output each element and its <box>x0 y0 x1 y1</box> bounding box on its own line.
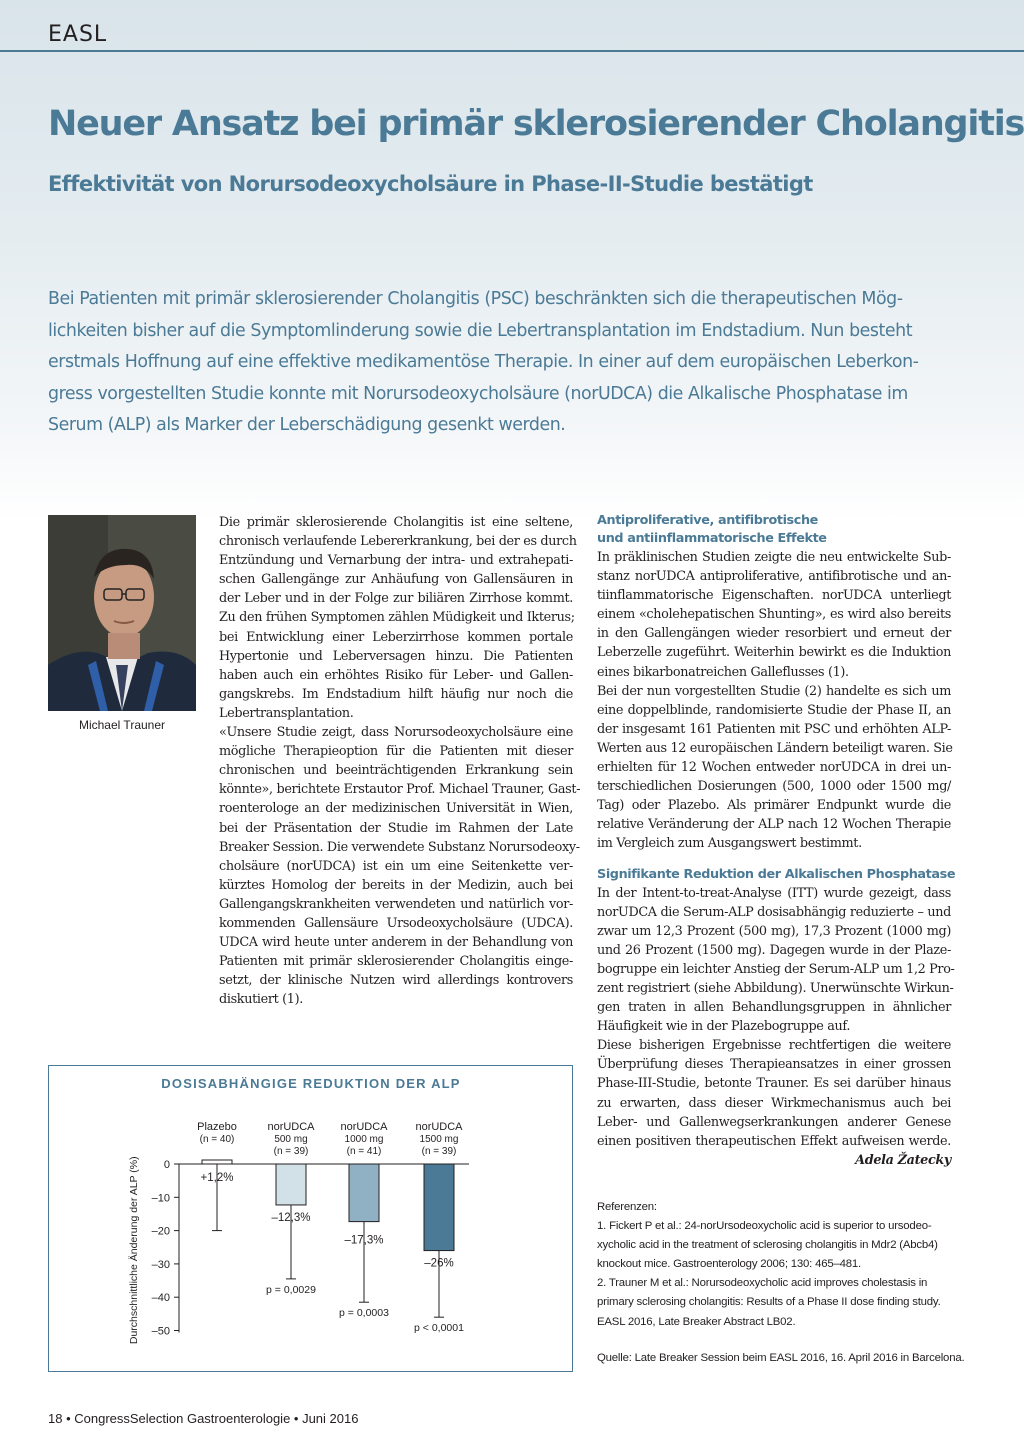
section-divider <box>0 50 1024 52</box>
body-line: UDCA wird heute unter anderem in der Behandlung von <box>219 935 573 951</box>
references-title: Referenzen: <box>597 1201 657 1213</box>
lead-line: Serum (ALP) als Marker der Leberschädigung gesenkt werden. <box>48 415 566 435</box>
body-column-2 <box>597 512 956 1170</box>
body-line: kürztes Homolog der bereits in der Medizin, auch bei <box>219 877 573 893</box>
lead-line: erstmals Hoffnung auf eine effektive medikamentöse Therapie. In einer auf dem europäischen Leberkon- <box>48 352 919 372</box>
chart-title: DOSISABHÄNGIGE REDUKTION DER ALP <box>161 1076 461 1091</box>
body-line: Leber- und Gallenwegserkrankungen anderer Genese <box>597 1114 951 1130</box>
alp-bar-chart <box>49 1066 574 1373</box>
body-line: «Unsere Studie zeigt, dass Norursodeoxycholsäure eine <box>219 725 573 741</box>
category-label: (n = 40) <box>199 1134 235 1145</box>
body-line: einen positiven therapeutischen Effekt aufweisen werde. <box>597 1133 951 1149</box>
photo-caption: Michael Trauner <box>78 718 166 732</box>
body-line: zwar um 12,3 Prozent (500 mg), 17,3 Prozent (1000 mg) <box>597 923 951 939</box>
category-label: (n = 41) <box>346 1146 382 1157</box>
reference-line: 1. Fickert P et al.: 24-norUrsodeoxycholic acid is superior to ursodeo- <box>597 1220 932 1233</box>
article-author: Adela Žatecky <box>855 1152 951 1168</box>
body-line: Bei der nun vorgestellten Studie (2) handelte es sich um <box>597 683 951 699</box>
body-line: Werten aus 12 europäischen Ländern beteiligt waren. Sie <box>597 740 953 756</box>
category-label: (n = 39) <box>421 1146 457 1157</box>
body-line: haben auch ein erhöhtes Risiko für Leber- und Gallen- <box>219 667 573 683</box>
category-label: 1000 mg <box>344 1134 384 1145</box>
body-line: bei Entwicklung einer Leberzirrhose kommen portale <box>219 629 573 645</box>
y-tick-label: –20 <box>151 1225 170 1238</box>
body-line: bogruppe ein leichter Anstieg der Serum-ALP um 1,2 Pro- <box>597 961 955 977</box>
data-label: –26% <box>424 1257 454 1270</box>
y-tick-label: –50 <box>151 1325 170 1338</box>
bar <box>276 1164 306 1205</box>
page-footer: 18 • CongressSelection Gastroenterologie • Juni 2016 <box>48 1411 359 1426</box>
article-subtitle: Effektivität von Norursodeoxycholsäure in Phase-II-Studie bestätigt <box>48 172 813 196</box>
body-line: Tag) oder Plazebo. Als primärer Endpunkt wurde die <box>597 798 951 814</box>
body-line: gangskrebs. Im Endstadium hilft häufig nur noch die <box>219 686 573 702</box>
category-label: 500 mg <box>274 1134 308 1145</box>
reference-line: EASL 2016, Late Breaker Abstract LB02. <box>597 1315 796 1328</box>
body-line: gen traten in allen Behandlungsgruppen in ähnlicher <box>597 1000 951 1016</box>
y-tick-label: –10 <box>151 1192 170 1205</box>
body-line: Hypertonie und Leberversagen hinzu. Die Patienten <box>219 648 573 664</box>
bar <box>424 1164 454 1251</box>
body-line: terschiedlichen Dosierungen (500, 1000 oder 1500 mg/ <box>597 779 951 795</box>
body-line: chronischen und beeinträchtigenden Erkrankung sein <box>219 763 573 779</box>
article-lead <box>48 284 983 442</box>
body-line: könnte», berichtete Erstautor Prof. Michael Trauner, Gast- <box>219 782 581 798</box>
body-line: zu erwarten, dass dieser Wirkmechanismus auch bei <box>597 1095 951 1111</box>
reference-line: knockout mice. Gastroenterology 2006; 130: 465–481. <box>597 1258 861 1271</box>
body-line: Häufigkeit wie in der Plazebogruppe auf. <box>597 1019 851 1035</box>
body-line: chronisch verlaufende Lebererkrankung, bei der es durch <box>219 534 577 550</box>
reference-line: xycholic acid in the treatment of sclerosing cholangitis in Mdr2 (Abcb4) <box>597 1239 938 1252</box>
category-label: norUDCA <box>340 1121 388 1133</box>
lead-line: gress vorgestellten Studie konnte mit Norursodeoxycholsäure (norUDCA) die Alkalische Phosphatase im <box>48 383 908 404</box>
body-line: Leberzelle zugeführt. Weiterhin bewirkt es die Induktion <box>597 645 951 661</box>
body-line: Die primär sklerosierende Cholangitis ist eine seltene, <box>219 515 573 530</box>
body-line: eines bikarbonatreichen Galleflusses (1). <box>597 664 849 680</box>
body-line: mögliche Therapieoption für die Patienten mit dieser <box>219 744 573 760</box>
y-tick-label: –40 <box>151 1292 170 1305</box>
body-line: Überprüfung dieses Therapieansatzes in einer grossen <box>597 1057 951 1073</box>
category-label: norUDCA <box>415 1121 463 1133</box>
reference-line: primary sclerosing cholangitis: Results of a Phase II dose finding study. <box>597 1296 941 1309</box>
reference-line: 2. Trauner M et al.: Norursodeoxycholic acid improves cholestasis in <box>597 1277 928 1290</box>
p-value-label: p < 0,0001 <box>414 1322 464 1335</box>
body-line: roenterologe an der medizinischen Universität in Wien, <box>219 801 573 817</box>
section-heading: Signifikante Reduktion der Alkalischen Phosphatase <box>597 866 956 882</box>
body-line: eine doppelblinde, randomisierte Studie der Phase II, an <box>597 702 951 718</box>
category-label: 1500 mg <box>419 1134 459 1145</box>
references <box>597 1198 957 1332</box>
body-line: diskutiert (1). <box>219 992 303 1008</box>
bar <box>202 1160 232 1164</box>
lead-line: lichkeiten bisher auf die Symptomlinderung sowie die Lebertransplantation im Endstadium. Nun besteht <box>48 320 913 341</box>
section-heading: und antiinflammatorische Effekte <box>597 531 827 546</box>
y-tick-label: 0 <box>163 1159 170 1171</box>
body-line: im Vergleich zum Ausgangswert bestimmt. <box>597 836 862 852</box>
body-line: In der Intent-to-treat-Analyse (ITT) wurde gezeigt, dass <box>597 885 951 901</box>
body-line: in den Gallengängen wieder resorbiert und erneut der <box>597 626 951 642</box>
section-heading: Antiproliferative, antifibrotische <box>597 513 818 528</box>
data-label: –12,3% <box>271 1211 311 1224</box>
data-label: +1,2% <box>200 1172 234 1184</box>
section-tag: EASL <box>48 22 108 47</box>
body-line: Patienten mit primär sklerosierender Cholangitis einge- <box>219 954 573 970</box>
body-line: einem «cholehepatischen Shunting», es wird also bereits <box>597 607 951 623</box>
lead-line: Bei Patienten mit primär sklerosierender Cholangitis (PSC) beschränkten sich die therapeutischen Mög- <box>48 289 903 309</box>
body-line: setzt, der klinische Nutzen wird allerdings kontrovers <box>219 973 573 989</box>
body-line: und 26 Prozent (1500 mg). Dagegen wurde in der Plaze- <box>597 942 951 958</box>
body-line: norUDCA die Serum-ALP dosisabhängig reduzierte – und <box>597 904 951 920</box>
body-line: erhielten für 12 Wochen entweder norUDCA in drei un- <box>597 760 951 776</box>
header-background <box>0 0 1024 520</box>
body-line: Gallengangskrankheiten verwendeten und natürlich vor- <box>219 896 573 912</box>
y-tick-label: –30 <box>151 1258 170 1271</box>
author-photo <box>48 515 196 711</box>
body-line: Lebertransplantation. <box>219 705 354 721</box>
body-line: der Leber und in der Folge zur biliären Zirrhose kommt. <box>219 591 573 607</box>
body-line: Phase-III-Studie, betonte Trauner. Es sei darüber hinaus <box>597 1076 951 1092</box>
p-value-label: p = 0,0003 <box>339 1307 389 1320</box>
body-line: schen Gallengänge zur Anhäufung von Gallensäuren in <box>219 572 573 588</box>
source-note: Quelle: Late Breaker Session beim EASL 2016, 16. April 2016 in Barcelona. <box>597 1352 965 1364</box>
article-title: Neuer Ansatz bei primär sklerosierender Cholangitis <box>48 104 1024 144</box>
body-line: Diese bisherigen Ergebnisse rechtfertigen die weitere <box>597 1038 951 1054</box>
body-line: der insgesamt 161 Patienten mit PSC und erhöhten ALP- <box>597 721 951 737</box>
y-axis-label: Durchschnittliche Änderung der ALP (%) <box>128 1156 140 1345</box>
body-line: In präklinischen Studien zeigte die neu entwickelte Sub- <box>597 550 951 565</box>
body-line: stanz norUDCA antiproliferative, antifibrotische und an- <box>597 569 951 585</box>
data-label: –17,3% <box>344 1234 384 1247</box>
body-line: zent registriert (siehe Abbildung). Unerwünschte Wirkun- <box>597 980 954 996</box>
category-label: (n = 39) <box>273 1146 309 1157</box>
p-value-label: p = 0,0029 <box>266 1283 316 1296</box>
category-label: Plazebo <box>197 1121 237 1133</box>
alp-chart-box <box>48 1065 573 1372</box>
body-line: kommenden Gallensäure Ursodeoxycholsäure (UDCA). <box>219 915 573 931</box>
body-line: cholsäure (norUDCA) ist ein um eine Seitenkette ver- <box>219 858 573 874</box>
body-line: tiinflammatorische Eigenschaften. norUDCA unterliegt <box>597 588 951 604</box>
body-line: relative Veränderung der ALP nach 12 Wochen Therapie <box>597 817 951 833</box>
body-line: bei der Präsentation der Studie im Rahmen der Late <box>219 820 573 836</box>
bar <box>349 1164 379 1222</box>
body-line: Breaker Session. Die verwendete Substanz Norursodeoxy- <box>219 839 580 855</box>
category-label: norUDCA <box>267 1121 315 1133</box>
body-line: Entzündung und Vernarbung der intra- und extrahepati- <box>219 553 573 569</box>
body-column-1 <box>219 513 581 1009</box>
body-line: Zu den frühen Symptomen zählen Müdigkeit und Ikterus; <box>219 610 575 626</box>
